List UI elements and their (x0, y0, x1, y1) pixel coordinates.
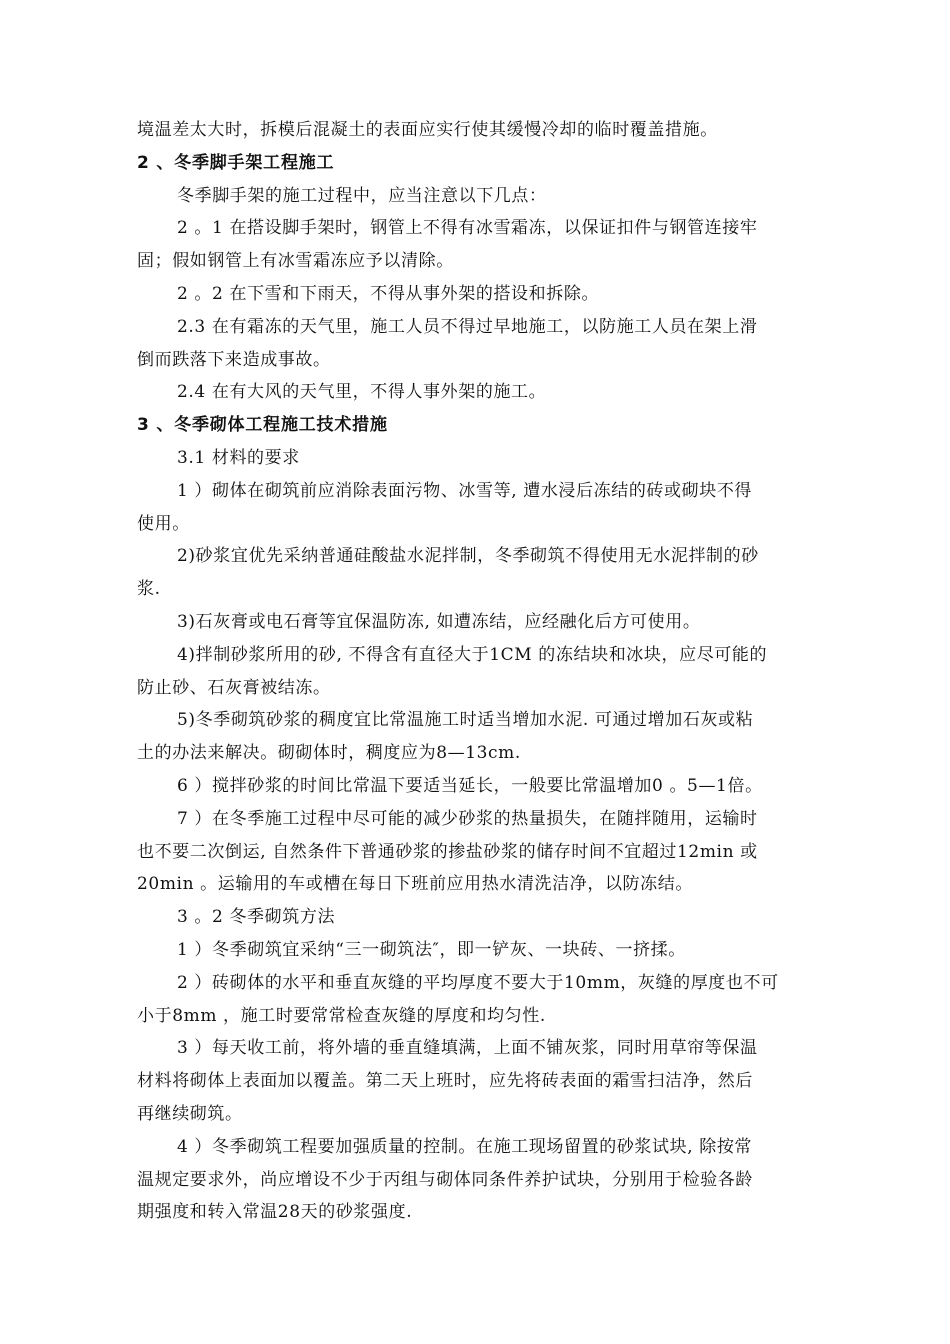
paragraph-line: 2)砂浆宜优先采纳普通硅酸盐水泥拌制，冬季砌筑不得使用无水泥拌制的砂 (177, 546, 759, 567)
subsection-heading: 3 。2 冬季砌筑方法 (177, 907, 336, 928)
paragraph-line: 1 ）冬季砌筑宜采纳“三一砌筑法″，即一铲灰、一块砖、一挤揉。 (177, 939, 686, 960)
paragraph-line: 小于8mm ，施工时要常常检查灰缝的厚度和均匀性. (137, 1005, 546, 1026)
section-heading-2: 2 、冬季脚手架工程施工 (137, 152, 335, 173)
paragraph-line: 1 ）砌体在砌筑前应消除表面污物、冰雪等, 遭水浸后冻结的砖或砌块不得 (177, 480, 753, 501)
paragraph-line: 倒而跌落下来造成事故。 (137, 349, 331, 370)
paragraph-line: 土的办法来解决。砌砌体时，稠度应为8—13cm. (137, 743, 521, 764)
paragraph-line: 也不要二次倒运, 自然条件下普通砂浆的掺盐砂浆的储存时间不宜超过12min 或 (137, 841, 758, 862)
paragraph-line: 3 ）每天收工前，将外墙的垂直缝填满，上面不铺灰浆，同时用草帘等保温 (177, 1038, 758, 1059)
paragraph-line: 20min 。运输用的车或槽在每日下班前应用热水清洗洁净，以防冻结。 (137, 874, 693, 895)
paragraph-line: 2.3 在有霜冻的天气里，施工人员不得过早地施工，以防施工人员在架上滑 (177, 316, 758, 337)
paragraph-line: 温规定要求外，尚应增设不少于丙组与砌体同条件养护试块，分别用于检验各龄 (137, 1169, 753, 1190)
paragraph-line: 5)冬季砌筑砂浆的稠度宜比常温施工时适当增加水泥. 可通过增加石灰或粘 (177, 710, 754, 731)
paragraph-line: 再继续砌筑。 (137, 1103, 243, 1124)
paragraph-line: 4 ）冬季砌筑工程要加强质量的控制。在施工现场留置的砂浆试块, 除按常 (177, 1136, 753, 1157)
paragraph-line: 固；假如钢管上有冰雪霜冻应予以清除。 (137, 251, 454, 272)
paragraph-line: 期强度和转入常温28天的砂浆强度. (137, 1202, 413, 1223)
document-body (137, 114, 859, 1229)
paragraph-line: 7 ）在冬季施工过程中尽可能的减少砂浆的热量损失，在随拌随用，运输时 (177, 808, 758, 829)
paragraph-line: 使用。 (137, 513, 190, 534)
paragraph-line: 冬季脚手架的施工过程中，应当注意以下几点： (177, 185, 547, 206)
paragraph-line: 3)石灰膏或电石膏等宜保温防冻, 如遭冻结，应经融化后方可使用。 (177, 611, 701, 632)
paragraph-line: 6 ）搅拌砂浆的时间比常温下要适当延长，一般要比常温增加0 。5—1倍。 (177, 775, 763, 796)
paragraph-line: 浆. (137, 579, 161, 600)
paragraph-line: 材料将砌体上表面加以覆盖。第二天上班时，应先将砖表面的霜雪扫洁净，然后 (137, 1071, 753, 1092)
paragraph-line: 防止砂、石灰膏被结冻。 (137, 677, 331, 698)
paragraph-line: 境温差太大时，拆模后混凝土的表面应实行使其缓慢冷却的临时覆盖措施。 (137, 120, 718, 140)
paragraph-line: 2 。1 在搭设脚手架时，钢管上不得有冰雪霜冻，以保证扣件与钢管连接牢 (177, 218, 758, 239)
section-heading-3: 3 、冬季砌体工程施工技术措施 (137, 415, 388, 436)
subsection-heading: 3.1 材料的要求 (177, 447, 300, 468)
paragraph-line: 4)拌制砂浆所用的砂, 不得含有直径大于1CM 的冻结块和冰块，应尽可能的 (177, 644, 768, 665)
paragraph-line: 2 。2 在下雪和下雨天，不得从事外架的搭设和拆除。 (177, 283, 600, 304)
paragraph-line: 2.4 在有大风的天气里，不得人事外架的施工。 (177, 382, 547, 403)
paragraph-line: 2 ）砖砌体的水平和垂直灰缝的平均厚度不要大于10mm，灰缝的厚度也不可 (177, 972, 779, 993)
